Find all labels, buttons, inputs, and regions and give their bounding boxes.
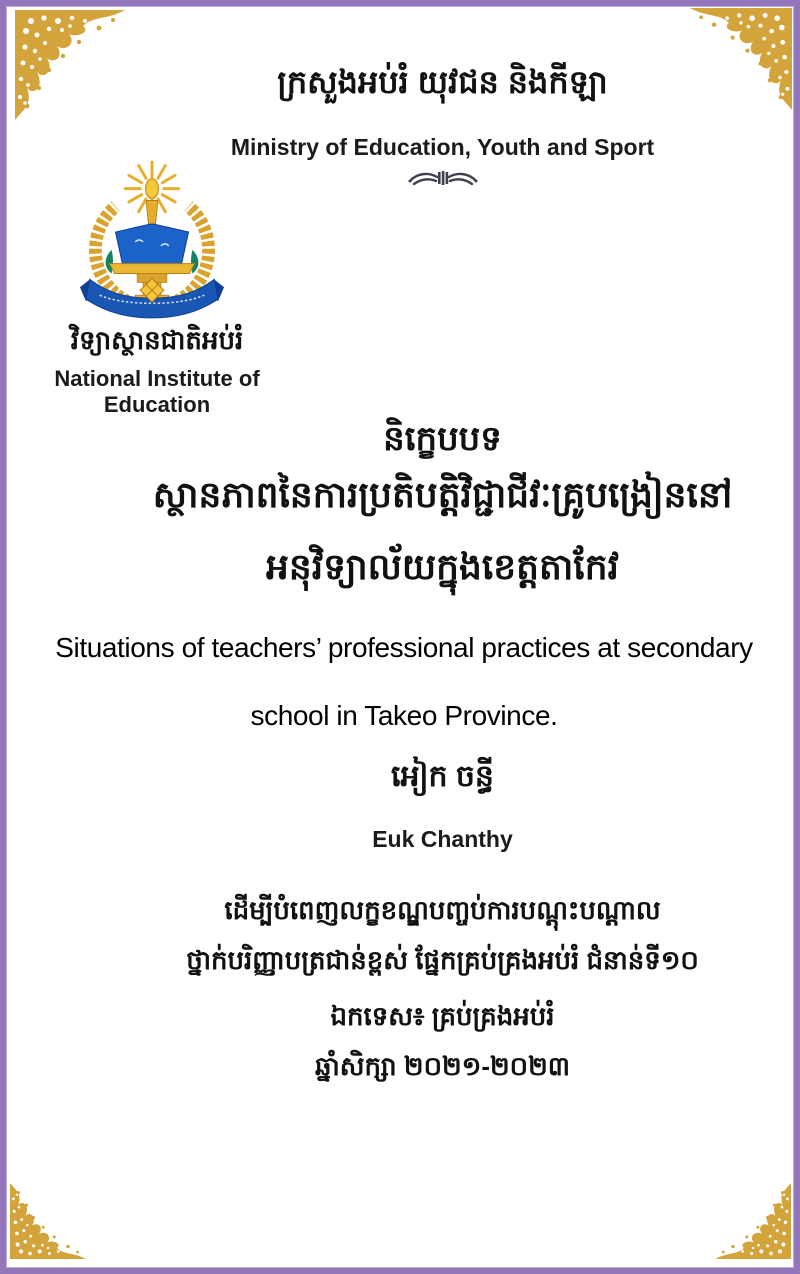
author-name-english: Euk Chanthy: [372, 826, 513, 852]
ministry-name-english: Ministry of Education, Youth and Sport: [230, 134, 655, 160]
submission-purpose-line2: ថ្នាក់បរិញ្ញាបត្រជាន់ខ្ពស់ ផ្នែកគ្រប់គ្រងអប់រំ ជំនាន់ទី១០: [186, 945, 699, 975]
thesis-title-english-line2: school in Takeo Province.: [250, 700, 558, 731]
author-name-khmer: អៀក ចន្ធី: [391, 760, 494, 793]
thesis-label-khmer: និក្ខេបបទ: [383, 420, 502, 458]
corner-filigree-ornament-bottom-right: [715, 1177, 791, 1265]
thesis-title-english-line1: Situations of teachers’ professional practices at secondary: [55, 632, 753, 663]
nie-emblem-logo: [78, 150, 226, 322]
ministry-name-khmer: ក្រសួងអប់រំ យុវជន និងកីឡា: [277, 64, 608, 100]
thesis-title-khmer-line1: ស្ថានភាពនៃការប្រតិបត្តិវិជ្ជាជីវៈគ្រូបង្រៀននៅ: [152, 474, 733, 515]
institute-name-english: National Institute of Education: [54, 366, 260, 417]
thesis-title-khmer-line2: អនុវិទ្យាល័យក្នុងខេត្តតាកែវ: [266, 546, 619, 587]
submission-purpose-line1: ដើម្បីបំពេញលក្ខខណ្ឌបញ្ចប់ការបណ្តុះបណ្តាល: [224, 895, 661, 925]
institute-name-khmer: វិទ្យាស្ថានជាតិអប់រំ: [70, 325, 244, 355]
specialization-line: ឯកទេស៖ គ្រប់គ្រងអប់រំ: [330, 1001, 555, 1031]
academic-year-line: ឆ្នាំសិក្សា ២០២១-២០២៣: [315, 1051, 570, 1081]
corner-filigree-ornament-bottom-left: [10, 1177, 86, 1265]
